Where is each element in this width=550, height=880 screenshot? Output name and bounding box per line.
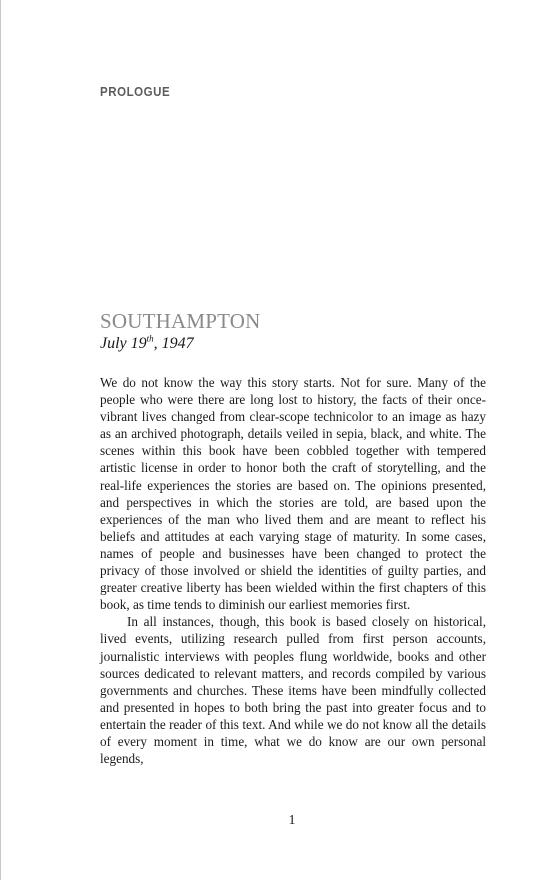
body-text [100, 374, 486, 767]
section-label: PROLOGUE [100, 85, 171, 99]
paragraph: We do not know the way this story starts. Not for sure. Many of the people who were there are long lost to history, the facts of their once-vibrant lives changed from clear-scope technicolor to an image as hazy as an archived photograph, details veiled in sepia, black, and white. The scenes within this book have been cobbled together with tempered artistic license in order to honor both the craft of storytelling, and the real-life experiences the stories are based on. The opinions presented, and perspectives in which the stories are told, are based upon the experiences of the man who lived them and are meant to reflect his beliefs and attitudes at each varying stage of maturity. In some cases, names of people and businesses have been changed to protect the privacy of those involved or shield the identities of guilty parties, and greater creative liberty has been wielded within the first chapters of this book, as time tends to diminish our earliest memories first. [100, 375, 486, 613]
page-edge-rule [0, 0, 1, 880]
date-year: , 1947 [153, 335, 194, 352]
page-number: 1 [288, 813, 296, 828]
date-month-day: July 19 [100, 335, 147, 352]
chapter-title: SOUTHAMPTON [100, 309, 261, 333]
paragraph: In all instances, though, this book is based closely on historical, lived events, utilizing research pulled from first person accounts, journalistic interviews with peoples flung worldwide, books and other sources dedicated to relevant matters, and records compiled by various governments and churches. These items have been mindfully collected and presented in hopes to both bring the past into greater focus and to entertain the reader of this text. And while we do not know all the details of every moment in time, what we do know are our own personal legends, [100, 614, 486, 767]
date-ordinal-suffix: th [146, 333, 154, 344]
chapter-date [100, 335, 194, 353]
